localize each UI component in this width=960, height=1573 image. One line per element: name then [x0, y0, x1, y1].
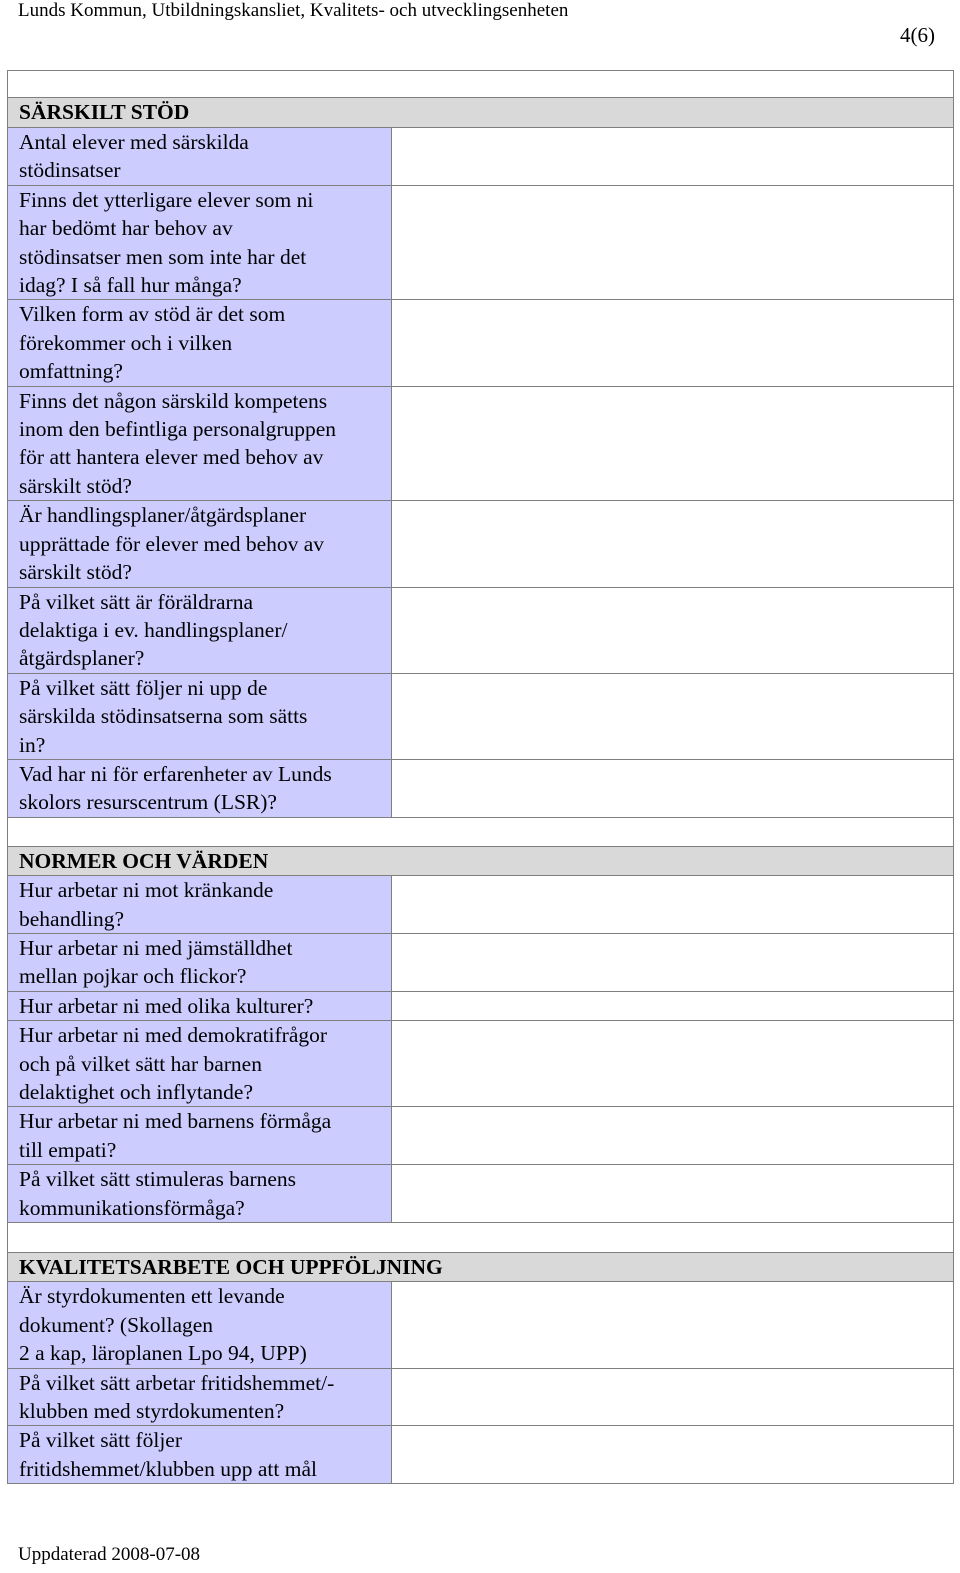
question-row: [8, 386, 954, 501]
question-text-line: stödinsatser: [19, 158, 121, 183]
question-text-line: stödinsatser men som inte har det: [19, 244, 307, 269]
question-row: [8, 991, 954, 1020]
question-text-line: På vilket sätt är föräldrarna: [19, 589, 254, 614]
question-text-line: särskilt stöd?: [19, 473, 132, 498]
question-text-line: för att hantera elever med behov av: [19, 445, 324, 470]
question-cell: [8, 1107, 392, 1165]
question-text-line: särskilda stödinsatserna som sätts: [19, 704, 308, 729]
question-cell: [8, 1426, 392, 1484]
question-text-line: kommunikationsförmåga?: [19, 1195, 245, 1220]
question-text-line: På vilket sätt följer: [19, 1428, 183, 1453]
question-text-line: idag? I så fall hur många?: [19, 273, 242, 298]
question-cell: [8, 1368, 392, 1426]
question-cell: [8, 300, 392, 386]
question-text-line: Hur arbetar ni med demokratifrågor: [19, 1023, 328, 1048]
question-row: [8, 876, 954, 934]
question-text-line: behandling?: [19, 906, 125, 931]
document-header: Lunds Kommun, Utbildningskansliet, Kvalitets- och utvecklingsenheten: [18, 0, 569, 21]
questionnaire-table: [7, 70, 954, 1484]
updated-date: Uppdaterad 2008-07-08: [18, 1544, 201, 1565]
question-text-line: omfattning?: [19, 359, 123, 384]
question-cell: [8, 1165, 392, 1223]
question-row: [8, 501, 954, 587]
question-cell: [8, 673, 392, 759]
spacer-row: [8, 1223, 954, 1253]
spacer-cell: [8, 71, 954, 98]
question-text-line: Antal elever med särskilda: [19, 130, 249, 154]
page-number: 4(6): [900, 23, 935, 47]
question-row: [8, 1426, 954, 1484]
answer-cell[interactable]: [392, 501, 954, 587]
answer-cell[interactable]: [392, 759, 954, 817]
question-text-line: skolors resurscentrum (LSR)?: [19, 790, 277, 815]
question-cell: [8, 386, 392, 501]
question-text-line: delaktiga i ev. handlingsplaner/: [19, 617, 288, 642]
question-cell: [8, 128, 392, 186]
question-text-line: fritidshemmet/klubben upp att mål: [19, 1456, 317, 1481]
question-cell: [8, 759, 392, 817]
section-title: NORMER OCH VÄRDEN: [8, 846, 954, 875]
question-text-line: och på vilket sätt har barnen: [19, 1051, 262, 1076]
question-text-line: upprättade för elever med behov av: [19, 531, 325, 556]
question-text-line: åtgärdsplaner?: [19, 646, 145, 671]
question-text-line: delaktighet och inflytande?: [19, 1080, 254, 1104]
question-row: [8, 1107, 954, 1165]
question-row: [8, 185, 954, 300]
question-text-line: Vilken form av stöd är det som: [19, 302, 286, 327]
question-text-line: Är handlingsplaner/åtgärdsplaner: [19, 503, 307, 528]
answer-cell[interactable]: [392, 1165, 954, 1223]
question-text-line: till empati?: [19, 1137, 117, 1162]
answer-cell[interactable]: [392, 300, 954, 386]
question-row: [8, 128, 954, 186]
question-text-line: in?: [19, 732, 46, 757]
question-text-line: klubben med styrdokumenten?: [19, 1399, 285, 1424]
answer-cell[interactable]: [392, 1426, 954, 1484]
question-row: [8, 1282, 954, 1368]
question-cell: [8, 501, 392, 587]
question-text-line: På vilket sätt arbetar fritidshemmet/-: [19, 1370, 335, 1395]
question-cell: [8, 1282, 392, 1368]
question-row: [8, 1165, 954, 1223]
answer-cell[interactable]: [392, 876, 954, 934]
question-row: [8, 933, 954, 991]
section-header-row: [8, 1253, 954, 1282]
answer-cell[interactable]: [392, 1368, 954, 1426]
section-header-row: [8, 846, 954, 875]
answer-cell[interactable]: [392, 933, 954, 991]
spacer-row: [8, 817, 954, 846]
question-text-line: Hur arbetar ni med jämställdhet: [19, 935, 293, 960]
question-cell: [8, 185, 392, 300]
spacer-row: [8, 71, 954, 98]
question-text-line: Är styrdokumenten ett levande: [19, 1284, 285, 1309]
question-text-line: Hur arbetar ni med barnens förmåga: [19, 1109, 332, 1134]
question-text-line: Finns det ytterligare elever som ni: [19, 187, 314, 212]
question-text-line: förekommer och i vilken: [19, 330, 233, 355]
spacer-cell: [8, 817, 954, 846]
answer-cell[interactable]: [392, 128, 954, 186]
answer-cell[interactable]: [392, 587, 954, 673]
question-row: [8, 300, 954, 386]
question-text-line: inom den befintliga personalgruppen: [19, 417, 337, 442]
answer-cell[interactable]: [392, 991, 954, 1020]
question-cell: [8, 876, 392, 934]
answer-cell[interactable]: [392, 1282, 954, 1368]
section-title: KVALITETSARBETE OCH UPPFÖLJNING: [8, 1253, 954, 1282]
question-text-line: 2 a kap, läroplanen Lpo 94, UPP): [19, 1341, 307, 1366]
question-text-line: Hur arbetar ni med olika kulturer?: [19, 993, 314, 1018]
question-text-line: Hur arbetar ni mot kränkande: [19, 878, 274, 903]
question-text-line: På vilket sätt följer ni upp de: [19, 675, 268, 700]
question-cell: [8, 933, 392, 991]
answer-cell[interactable]: [392, 386, 954, 501]
question-text-line: mellan pojkar och flickor?: [19, 964, 247, 989]
section-header-row: [8, 98, 954, 128]
question-text-line: Vad har ni för erfarenheter av Lunds: [19, 761, 332, 786]
question-text-line: har bedömt har behov av: [19, 216, 233, 241]
question-text-line: särskilt stöd?: [19, 560, 132, 585]
section-title: SÄRSKILT STÖD: [8, 98, 954, 128]
spacer-cell: [8, 1223, 954, 1253]
question-row: [8, 1021, 954, 1107]
answer-cell[interactable]: [392, 185, 954, 300]
question-row: [8, 587, 954, 673]
question-text-line: På vilket sätt stimuleras barnens: [19, 1167, 297, 1192]
question-row: [8, 673, 954, 759]
question-text-line: dokument? (Skollagen: [19, 1312, 214, 1337]
question-cell: [8, 587, 392, 673]
answer-cell[interactable]: [392, 1021, 954, 1107]
question-text-line: Finns det någon särskild kompetens: [19, 388, 328, 413]
answer-cell[interactable]: [392, 1107, 954, 1165]
question-cell: [8, 991, 392, 1020]
answer-cell[interactable]: [392, 673, 954, 759]
question-row: [8, 759, 954, 817]
question-cell: [8, 1021, 392, 1107]
question-row: [8, 1368, 954, 1426]
